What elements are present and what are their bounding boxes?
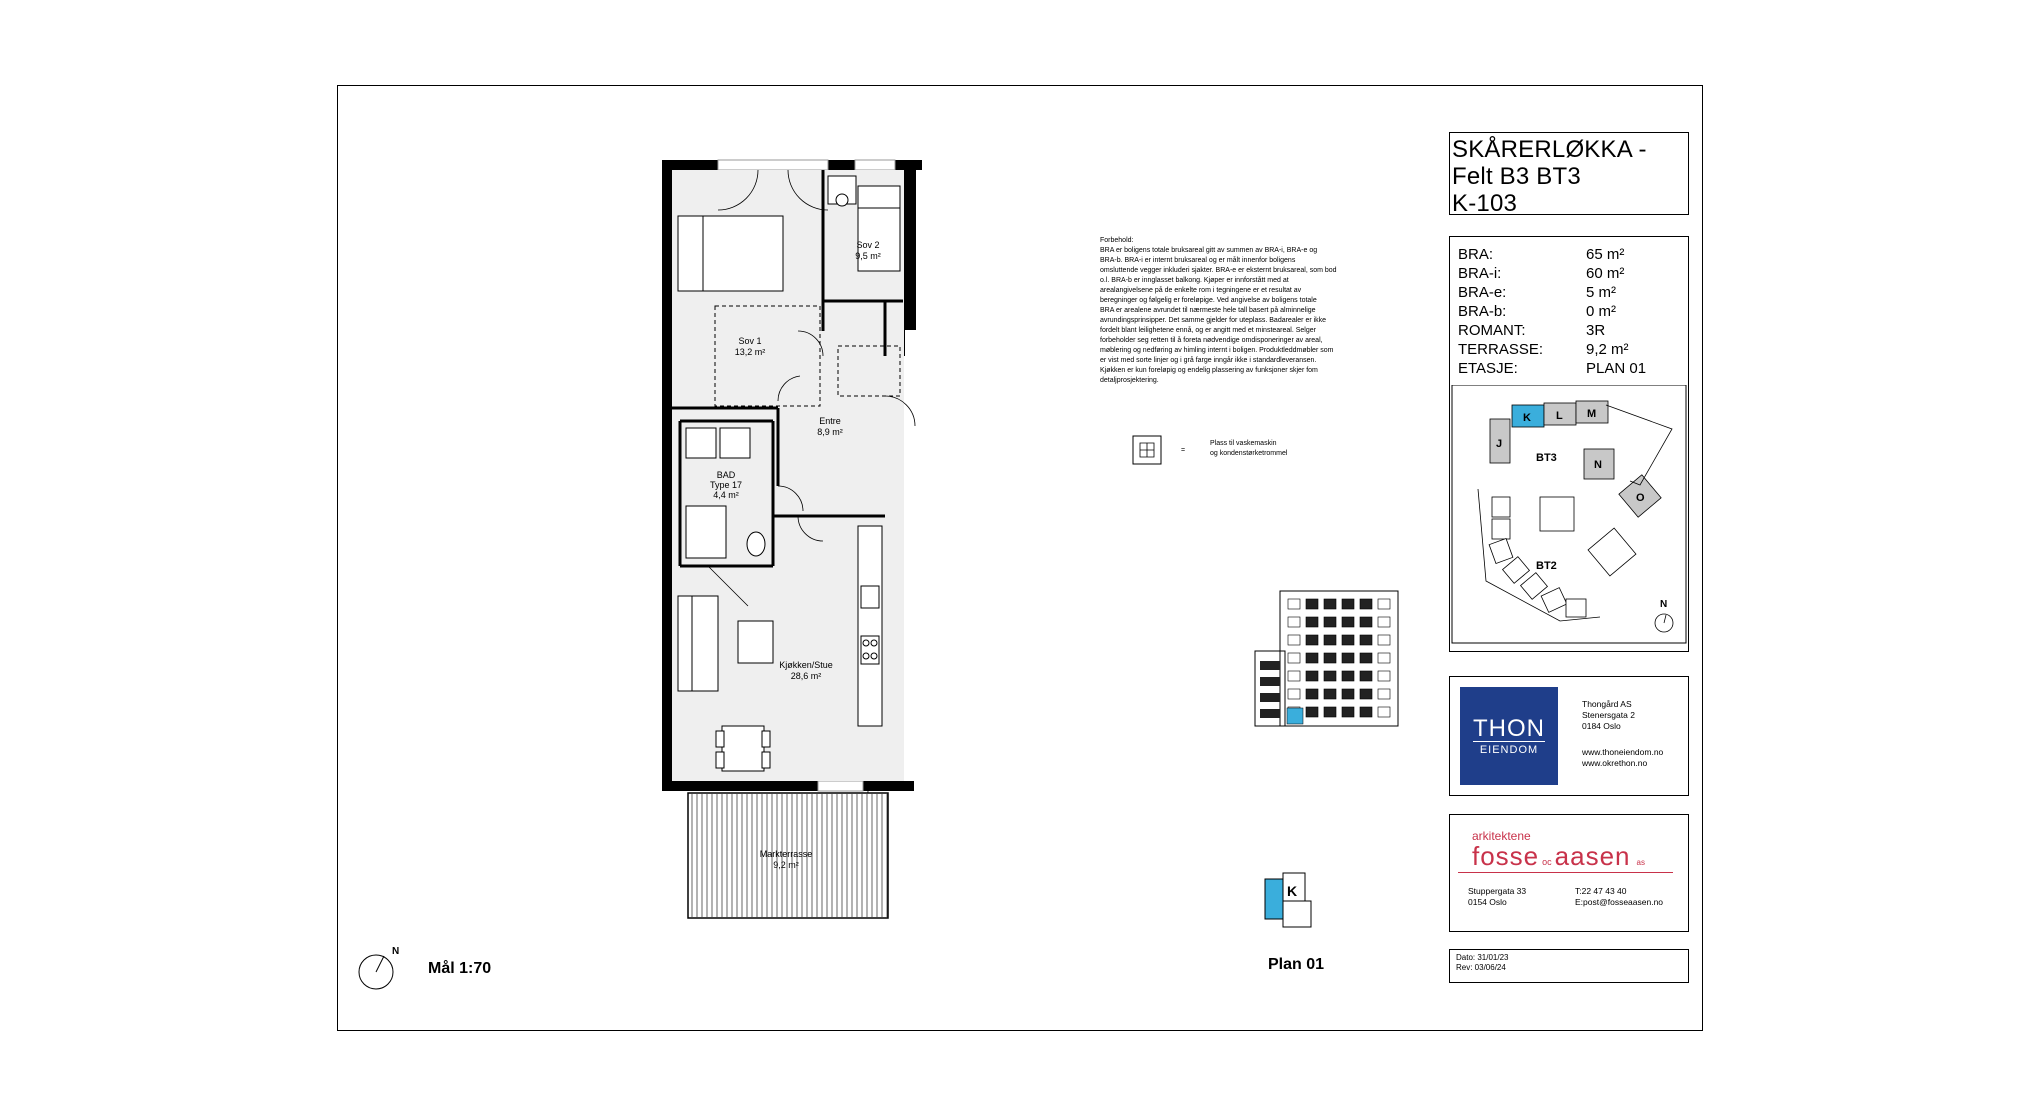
thon-logo-line-2: EIENDOM (1479, 744, 1539, 756)
spec-label: BRA-b: (1458, 303, 1507, 320)
spec-row (1458, 245, 1646, 264)
developer-web-1[interactable]: www.thoneiendom.no (1582, 747, 1664, 757)
specs-box (1449, 236, 1689, 652)
title-box (1449, 132, 1689, 215)
room-kitchen-area: 28,6 m² (790, 671, 822, 681)
spec-value: 3R (1586, 322, 1606, 339)
spec-row (1458, 283, 1646, 302)
reservations-line: møblering og nedføring av himling internt i boligen. Produktleddmøbler som (1100, 347, 1334, 354)
reservations-line: fordelt blant leilighetene ennå, og er angitt med et minsteareal. Selger (1100, 327, 1316, 334)
architect-logo (1458, 841, 1673, 873)
developer-web-2[interactable]: www.okrethon.no (1582, 758, 1648, 768)
reservations-line: er vist med sorte linjer og i grå farge inngår ikke i standardleveransen. (1100, 357, 1317, 364)
site-label-k: K (1523, 412, 1531, 424)
room-sov2-name: Sov 2 (856, 240, 880, 250)
developer-address-2: Stenersgata 2 (1582, 710, 1635, 720)
legend-line-2: og kondenstørketrommel (1210, 450, 1288, 457)
spec-label: TERRASSE: (1458, 341, 1544, 358)
site-label-m: M (1587, 408, 1597, 420)
spec-value: PLAN 01 (1586, 360, 1647, 377)
title-line-2: Felt B3 BT3 (1452, 163, 1581, 190)
room-entre-name: Entre (819, 416, 841, 426)
developer-address (1582, 699, 1635, 732)
spec-row (1458, 264, 1646, 283)
site-map (1450, 385, 1690, 647)
site-label-n: N (1594, 459, 1602, 471)
site-north-label: N (1660, 599, 1668, 610)
spec-value: 65 m² (1586, 246, 1625, 263)
legend-text (1210, 439, 1287, 459)
site-label-l: L (1556, 410, 1563, 422)
spec-row (1458, 321, 1646, 340)
reservations-heading: Forbehold: (1100, 237, 1134, 244)
spec-value: 9,2 m² (1586, 341, 1629, 358)
north-arrow-icon (356, 942, 406, 992)
title-line-3: K-103 (1452, 190, 1518, 217)
developer-address-1: Thongård AS (1582, 699, 1632, 709)
architect-suffix: as (1636, 858, 1645, 867)
room-sov1-area: 13,2 m² (734, 347, 766, 357)
site-label-j: J (1496, 438, 1503, 450)
reservations-line: avrundingsprinsipper. Det samme gjelder for uteplass. Badarealer er ikke (1100, 317, 1327, 324)
room-sov2-area: 9,5 m² (855, 251, 881, 261)
architect-box (1449, 814, 1689, 932)
architect-email[interactable]: E:post@fosseaasen.no (1575, 897, 1664, 907)
developer-box (1449, 676, 1689, 796)
architect-address (1468, 886, 1526, 908)
spec-label: BRA: (1458, 246, 1494, 263)
reservations-line: detaljprosjektering. (1100, 377, 1159, 384)
washer-dryer-icon (1132, 435, 1162, 465)
room-bad-area: 4,4 m² (713, 490, 739, 500)
reservations (1100, 236, 1410, 386)
date-box (1449, 949, 1689, 983)
spec-label: BRA-i: (1458, 265, 1502, 282)
developer-web (1582, 747, 1663, 769)
drawing-sheet (337, 85, 1703, 1031)
site-label-bt3: BT3 (1536, 452, 1557, 464)
legend-line-1: Plass til vaskemaskin (1210, 440, 1277, 447)
architect-address-1: Stuppergata 33 (1468, 886, 1527, 896)
reservations-line: BRA er arealene avrundet til nærmeste hele tall basert på alminnelige (1100, 307, 1316, 314)
room-sov1-name: Sov 1 (738, 336, 762, 346)
building-elevation (1250, 581, 1410, 731)
specs-list (1458, 245, 1646, 378)
spec-value: 5 m² (1586, 284, 1616, 301)
spec-label: ETASJE: (1458, 360, 1518, 377)
spec-row (1458, 302, 1646, 321)
reservations-line: o.l. BRA-b er innglasset balkong. Kjøper er innforstått med at (1100, 277, 1289, 284)
reservations-line: forbeholder seg retten til å foreta nødvendige omdisponeringer av areal, (1100, 337, 1323, 344)
spec-value: 60 m² (1586, 265, 1625, 282)
reservations-body (1100, 246, 1410, 386)
architect-phone: T:22 47 43 40 (1575, 886, 1627, 896)
room-entre-area: 8,9 m² (817, 427, 843, 437)
spec-row (1458, 359, 1646, 378)
north-label: N (392, 946, 400, 957)
floor-plan (658, 156, 988, 936)
reservations-line: arealangivelsene på de enkelte rom i tegningene er et resultat av (1100, 287, 1302, 294)
thon-logo-line-1: THON (1473, 715, 1545, 742)
reservations-line: BRA-b. BRA-i er internt bruksareal og er målt innenfor boligens (1100, 257, 1296, 264)
date-label: Dato: 31/01/23 (1456, 953, 1509, 962)
revision-label: Rev: 03/06/24 (1456, 963, 1506, 972)
architect-address-2: 0154 Oslo (1468, 897, 1507, 907)
architect-prefix: arkitektene (1472, 829, 1531, 843)
plan-label: Plan 01 (1268, 956, 1325, 973)
reservations-line: Kjøkken er kun foreløpig og endelig plassering av funksjoner skjer fom (1100, 367, 1318, 374)
room-terrace-area: 9,2 m² (773, 860, 799, 870)
architect-contact (1575, 886, 1663, 908)
architect-oc: oc (1542, 857, 1552, 867)
spec-label: ROMANT: (1458, 322, 1526, 339)
reservations-line: beregninger og følgelig er foreløpige. Ved angivelse av boligens totale (1100, 297, 1317, 304)
legend-eq: = (1181, 447, 1186, 454)
spec-row (1458, 340, 1646, 359)
reservations-line: BRA er boligens totale bruksareal gitt av summen av BRA-i, BRA-e og (1100, 247, 1318, 254)
architect-name-right: aasen (1554, 841, 1631, 871)
unit-highlight (1287, 708, 1303, 724)
room-bad-type: Type 17 (709, 480, 743, 490)
thon-logo (1460, 687, 1558, 785)
room-bad-name: BAD (716, 470, 736, 480)
title-line-1: SKÅRERLØKKA - (1452, 136, 1647, 163)
site-label-o: O (1636, 492, 1645, 504)
room-terrace-name: Markterrasse (759, 849, 813, 859)
reservations-line: omsluttende vegger inkluderi sjakter. BRA-e er eksternt bruksareal, som bod (1100, 267, 1337, 274)
site-label-bt2: BT2 (1536, 560, 1557, 572)
spec-value: 0 m² (1586, 303, 1616, 320)
spec-label: BRA-e: (1458, 284, 1507, 301)
unit-marker: K (1287, 883, 1298, 899)
key-plan-icon (1263, 871, 1333, 931)
architect-name-left: fosse (1472, 841, 1540, 871)
scale-label: Mål 1:70 (428, 960, 492, 977)
developer-address-3: 0184 Oslo (1582, 721, 1621, 731)
room-kitchen-name: Kjøkken/Stue (779, 660, 833, 670)
